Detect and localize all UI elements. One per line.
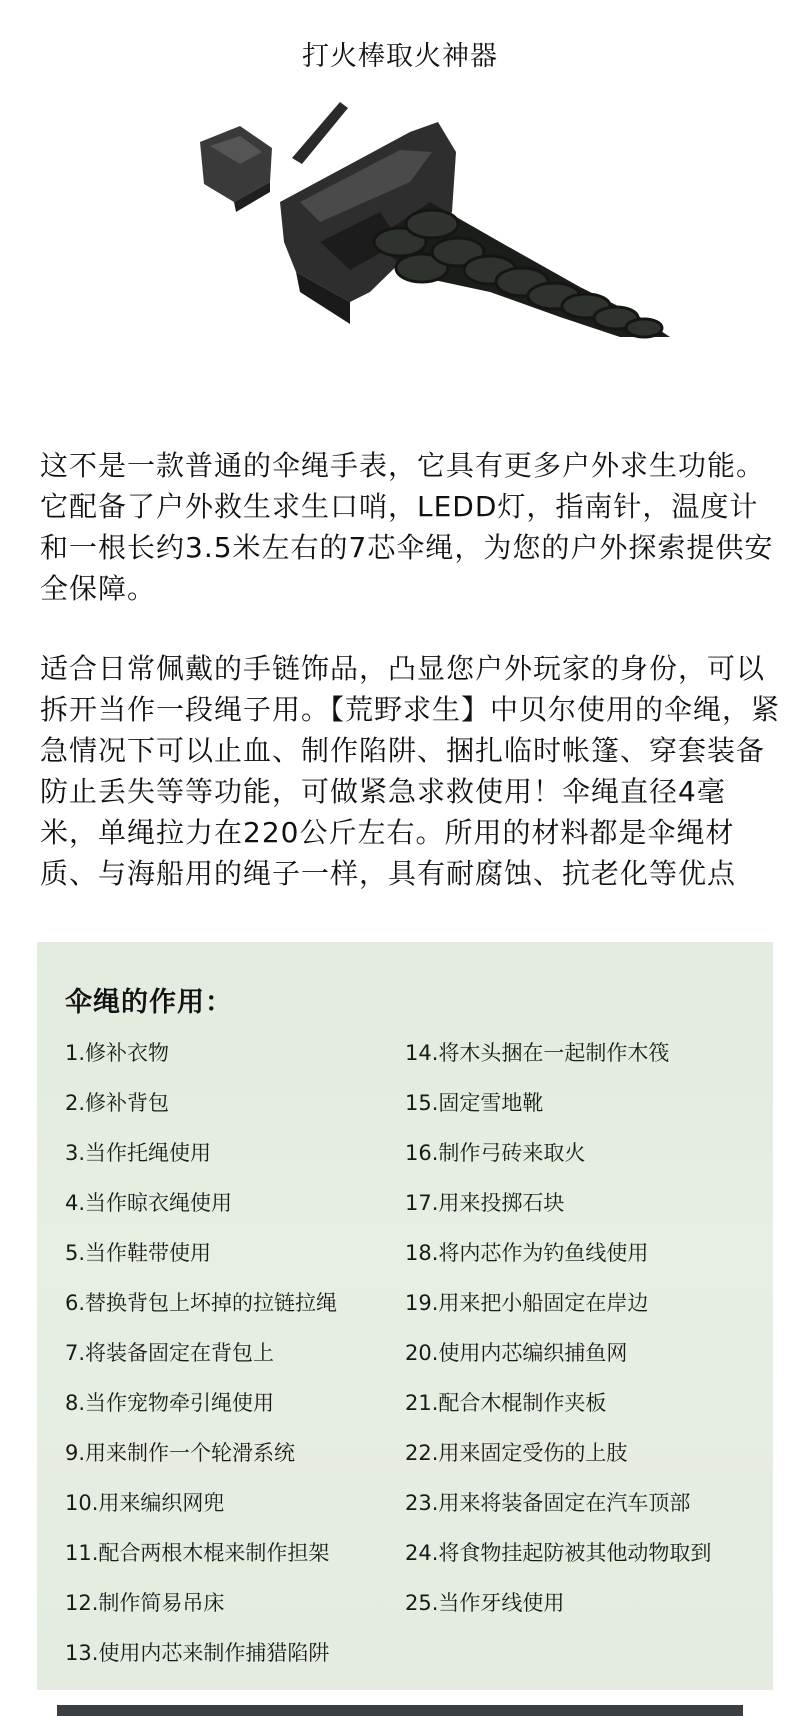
use-item: 24.将食物挂起防被其他动物取到 [405,1541,712,1565]
use-item: 21.配合木棍制作夹板 [405,1391,607,1415]
use-item: 16.制作弓砖来取火 [405,1141,586,1165]
use-item: 1.修补衣物 [65,1041,170,1065]
use-item: 5.当作鞋带使用 [65,1241,212,1265]
use-item: 18.将内芯作为钓鱼线使用 [405,1241,649,1265]
use-item: 23.用来将装备固定在汽车顶部 [405,1491,691,1515]
use-item: 6.替换背包上坏掉的拉链拉绳 [65,1291,338,1315]
use-item: 13.使用内芯来制作捕猎陷阱 [65,1641,330,1665]
use-item: 12.制作简易吊床 [65,1591,225,1615]
use-item: 22.用来固定受伤的上肢 [405,1441,628,1465]
paracord-uses-panel [37,942,773,1690]
next-image-strip [57,1705,743,1716]
description-paragraph-2: 适合日常佩戴的手链饰品，凸显您户外玩家的身份，可以拆开当作一段绳子用。【荒野求生】中贝尔使用的伞绳，紧急情况下可以止血、制作陷阱、捆扎临时帐篷、穿套装备防止丢失等等功能，可做紧急求救使用！伞绳直径4毫米，单绳拉力在220公斤左右。所用的材料都是伞绳材质、与海船用的绳子一样，具有耐腐蚀、抗老化等优点 [40,652,781,890]
use-item: 3.当作托绳使用 [65,1141,212,1165]
use-item: 10.用来编织网兜 [65,1491,225,1515]
fire-starter-product-image [200,92,760,382]
use-item: 20.使用内芯编织捕鱼网 [405,1341,628,1365]
use-item: 4.当作晾衣绳使用 [65,1191,233,1215]
use-item: 7.将装备固定在背包上 [65,1341,275,1365]
uses-heading: 伞绳的作用： [65,987,233,1018]
section-title: 打火棒取火神器 [302,41,498,72]
use-item: 17.用来投掷石块 [405,1191,565,1215]
use-item: 19.用来把小船固定在岸边 [405,1291,649,1315]
use-item: 11.配合两根木棍来制作担架 [65,1541,330,1565]
use-item: 25.当作牙线使用 [405,1591,565,1615]
use-item: 14.将木头捆在一起制作木筏 [405,1041,670,1065]
use-item: 8.当作宠物牵引绳使用 [65,1391,275,1415]
use-item: 15.固定雪地靴 [405,1091,544,1115]
use-item: 9.用来制作一个轮滑系统 [65,1441,296,1465]
description-paragraph-1: 这不是一款普通的伞绳手表，它具有更多户外求生功能。它配备了户外救生求生口哨，LEDD灯，指南针，温度计和一根长约3.5米左右的7芯伞绳，为您的户外探索提供安全保障。 [40,449,774,605]
use-item: 2.修补背包 [65,1091,170,1115]
